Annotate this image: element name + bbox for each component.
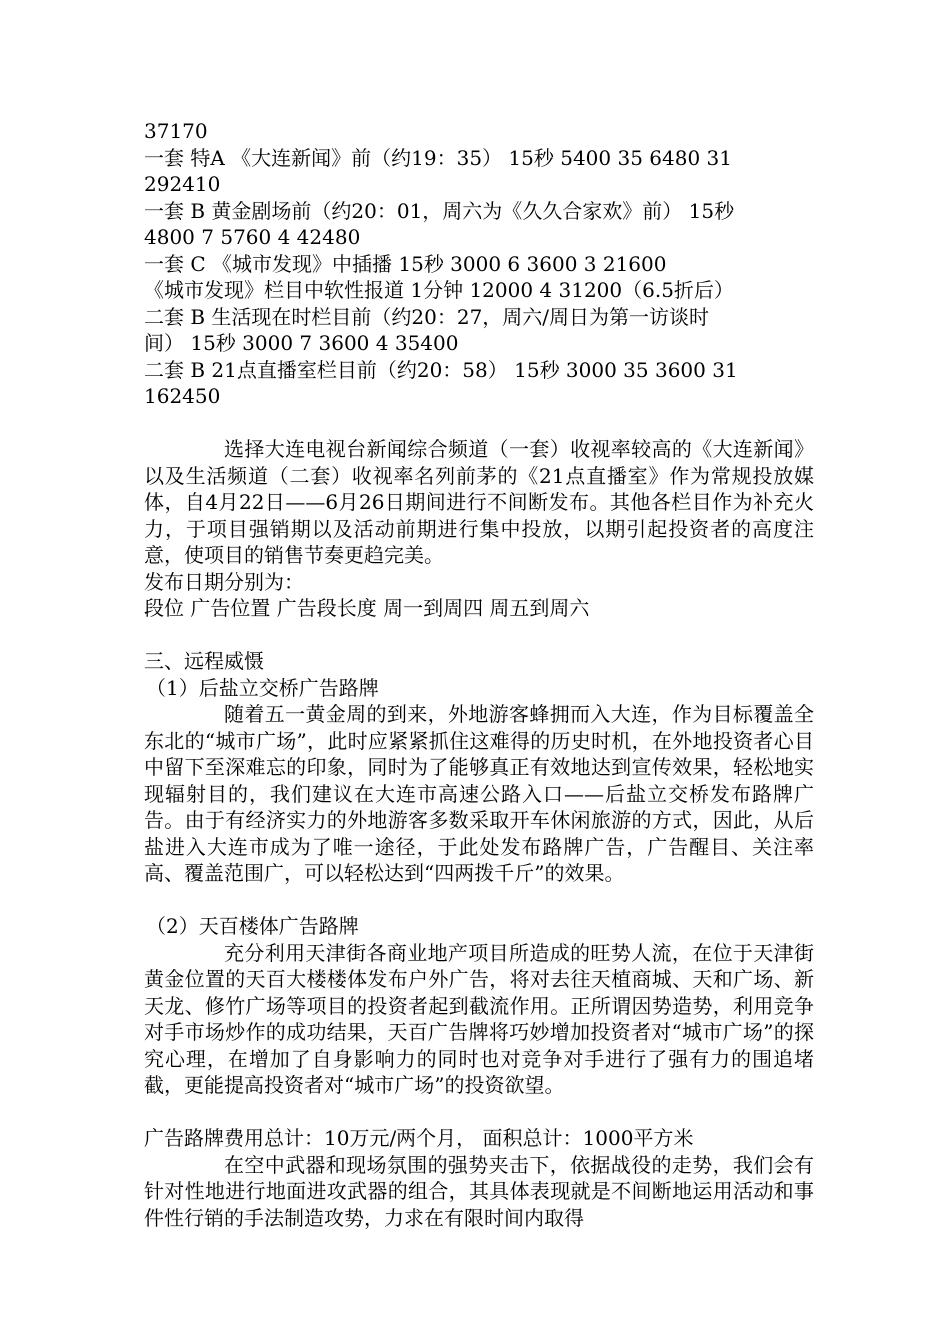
schedule-line: 4800 7 5760 4 42480 [144, 225, 361, 249]
schedule-line: 292410 [144, 172, 221, 196]
subsection-two-body: 充分利用天津街各商业地产项目所造成的旺势人流，在位于天津街黄金位置的天百大楼楼体发布户外广告，将对去往天植商城、天和广场、新天龙、修竹广场等项目的投资者起到截流作用。正所谓因势造势，利用竞争对手市场炒作的成功结果，天百广告牌将巧妙增加投资者对“城市广场”的探究心理，在增加了自身影响力的同时也对竞争对手进行了强有力的围追堵截，更能提高投资者对“城市广场”的投资欲望。 [144, 940, 814, 1097]
media-paragraph: 选择大连电视台新闻综合频道（一套）收视率较高的《大连新闻》以及生活频道（二套）收视率名列前茅的《21点直播室》作为常规投放媒体，自4月22日——6月26日期间进行不间断发布。其他各栏目作为补充火力，于项目强销期以及活动前期进行集中投放，以期引起投资者的高度注意，使项目的销售节奏更趋完美。 [144, 437, 814, 567]
subsection-one-body: 随着五一黄金周的到来，外地游客蜂拥而入大连，作为目标覆盖全东北的“城市广场”，此时应紧紧抓住这难得的历史时机，在外地投资者心目中留下至深难忘的印象，同时为了能够真正有效地达到宣传效果，轻松地实现辐射目的，我们建议在大连市高速公路入口——后盐立交桥发布路牌广告。由于有经济实力的外地游客多数采取开车休闲旅游的方式，因此，从后盐进入大连市成为了唯一途径，于此处发布路牌广告，广告醒目、关注率高、覆盖范围广，可以轻松达到“四两拨千斤”的效果。 [144, 702, 814, 885]
schedule-line: 一套 B 黄金剧场前（约20：01，周六为《久久合家欢》前） 15秒 [144, 198, 735, 223]
subsection-two-title: （2）天百楼体广告路牌 [146, 914, 359, 938]
schedule-line: 二套 B 21点直播室栏目前（约20：58） 15秒 3000 35 3600 31 [144, 357, 738, 382]
document-page [144, 118, 814, 1231]
spacer [144, 622, 814, 649]
spacer [144, 410, 814, 437]
schedule-line: 37170 [144, 119, 208, 143]
release-dates-label: 发布日期分别为： [144, 569, 304, 594]
schedule-line: 间） 15秒 3000 7 3600 4 35400 [144, 331, 459, 355]
closing-paragraph: 在空中武器和现场氛围的强势夹击下，依据战役的走势，我们会有针对性地进行地面进攻武器的组合，其具体表现就是不间断地运用活动和事件性行销的手法制造攻势，力求在有限时间内取得 [144, 1152, 814, 1230]
schedule-line: 一套 C 《城市发现》中插播 15秒 3000 6 3600 3 21600 [144, 251, 667, 276]
schedule-line: 二套 B 生活现在时栏目前（约20：27，周六/周日为第一访谈时 [144, 304, 710, 329]
section-three-title: 三、远程威慑 [144, 649, 264, 673]
spacer [144, 887, 814, 914]
subsection-one-title: （1）后盐立交桥广告路牌 [146, 675, 379, 700]
schedule-list [144, 118, 814, 410]
schedule-line: 《城市发现》栏目中软性报道 1分钟 12000 4 31200（6.5折后） [144, 278, 734, 302]
schedule-line: 一套 特A 《大连新闻》前（约19：35） 15秒 5400 35 6480 31 [144, 145, 732, 170]
release-table-header: 段位 广告位置 广告段长度 周一到周四 周五到周六 [144, 596, 590, 620]
billboard-cost-line: 广告路牌费用总计：10万元/两个月， 面积总计：1000平方米 [144, 1126, 694, 1150]
spacer [144, 1099, 814, 1126]
schedule-line: 162450 [144, 384, 221, 408]
